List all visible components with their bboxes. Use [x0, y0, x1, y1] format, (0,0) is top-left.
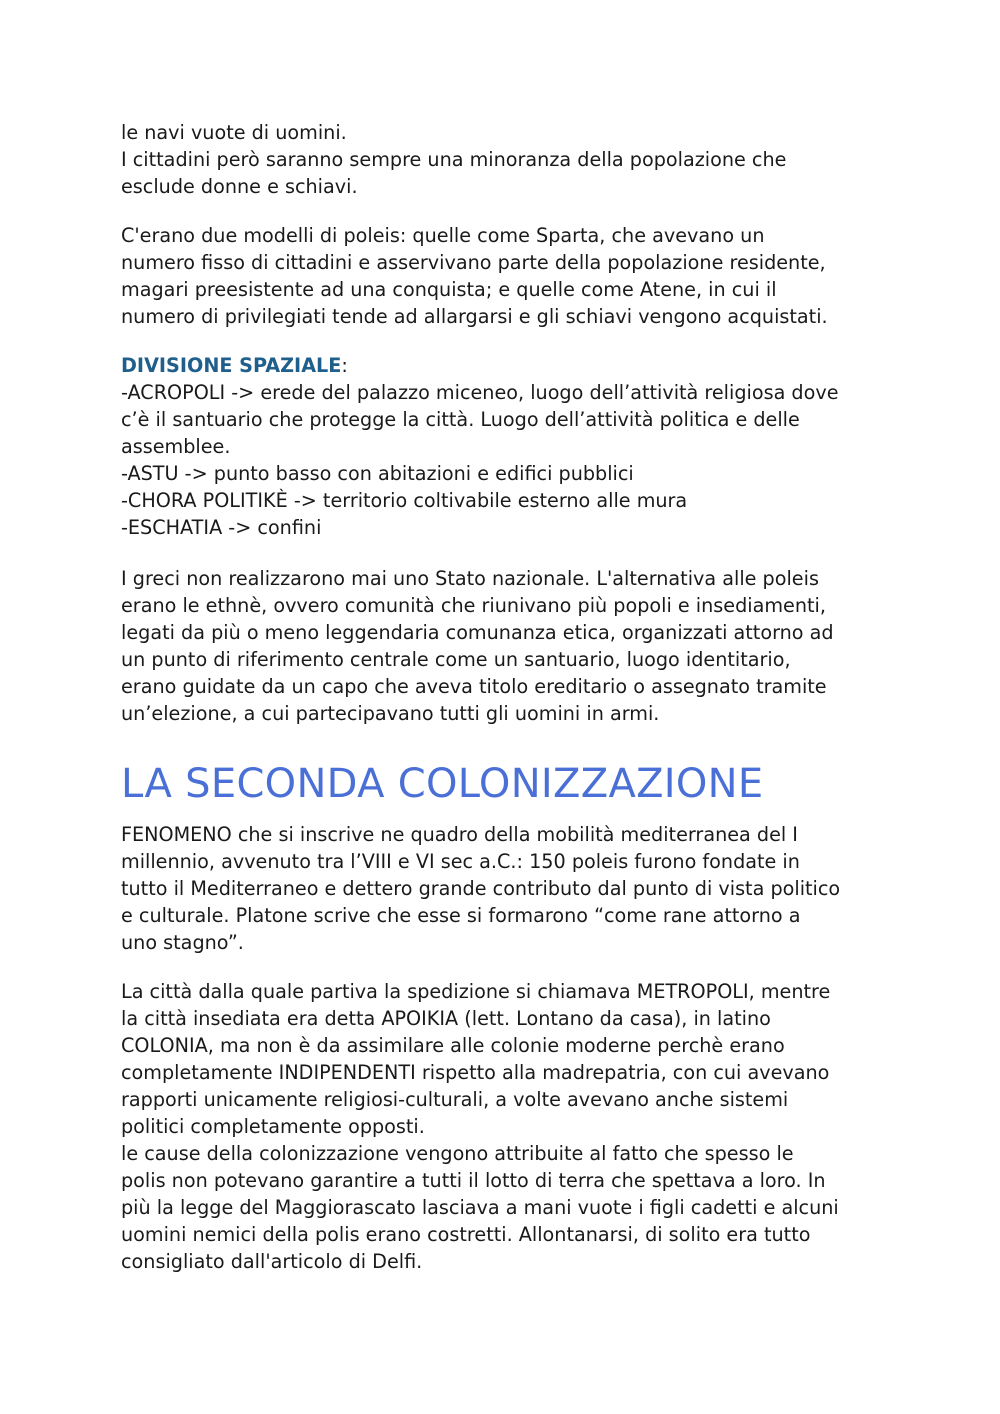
section-label-colon: :: [341, 354, 348, 377]
paragraph-poleis-models: C'erano due modelli di poleis: quelle come Sparta, che avevano un numero fisso di cittadini e asservivano parte della popolazione residente, magari preesistente ad una conquista; e quelle come Atene, in cui il numero di privilegiati tende ad allargarsi e gli schiavi vengono acquistati.: [121, 224, 828, 328]
paragraph-phenomenon: FENOMENO che si inscrive ne quadro della mobilità mediterranea del I millennio, avvenuto tra l’VIII e VI sec a.C.: 150 poleis furono fondate in tutto il Mediterraneo e dettero grande contributo dal punto di vista politico e culturale. Platone scrive che esse si formarono “come rane attorno a uno stagno”.: [121, 823, 841, 954]
heading-second-colonization: LA SECONDA COLONIZZAZIONE: [121, 761, 764, 807]
section-label: DIVISIONE SPAZIALE: [121, 354, 342, 377]
paragraph-ethne: I greci non realizzarono mai uno Stato nazionale. L'alternativa alle poleis erano le ethnè, ovvero comunità che riunivano più popoli e insediamenti, legati da più o meno leggendaria comunanza etica, organizzati attorno ad un punto di riferimento centrale come un santuario, luogo identitario, erano guidate da un capo che aveva titolo ereditario o assegnato tramite un’elezione, a cui partecipavano tutti gli uomini in armi.: [121, 567, 834, 725]
division-list: -ACROPOLI -> erede del palazzo miceneo, luogo dell’attività religiosa dove c’è il santuario che protegge la città. Luogo dell’attività politica e delle assemblee. -ASTU -> punto basso con abitazioni e edifici pubblici -CHORA POLITIKÈ -> territorio coltivabile esterno alle mura -ESCHATIA -> confini: [121, 381, 839, 539]
paragraph-citizens: le navi vuote di uomini. I cittadini però saranno sempre una minoranza della popolazione che esclude donne e schiavi.: [121, 121, 787, 198]
paragraph-metropoli: La città dalla quale partiva la spedizione si chiamava METROPOLI, mentre la città insediata era detta APOIKIA (lett. Lontano da casa), in latino COLONIA, ma non è da assimilare alle colonie moderne perchè erano completamente INDIPENDENTI rispetto alla madrepatria, con cui avevano rapporti unicamente religiosi-culturali, a volte avevano anche sistemi politici completamente opposti. le cause della colonizzazione vengono attribuite al fatto che spesso le polis non potevano garantire a tutti il lotto di terra che spettava a loro. In più la legge del Maggiorascato lasciava a mani vuote i figli cadetti e alcuni uomini nemici della polis erano costretti. Allontanarsi, di solito era tutto consigliato dall'articolo di Delfi.: [121, 980, 839, 1273]
section-division-heading: [121, 352, 891, 379]
document-page: [121, 119, 891, 1275]
